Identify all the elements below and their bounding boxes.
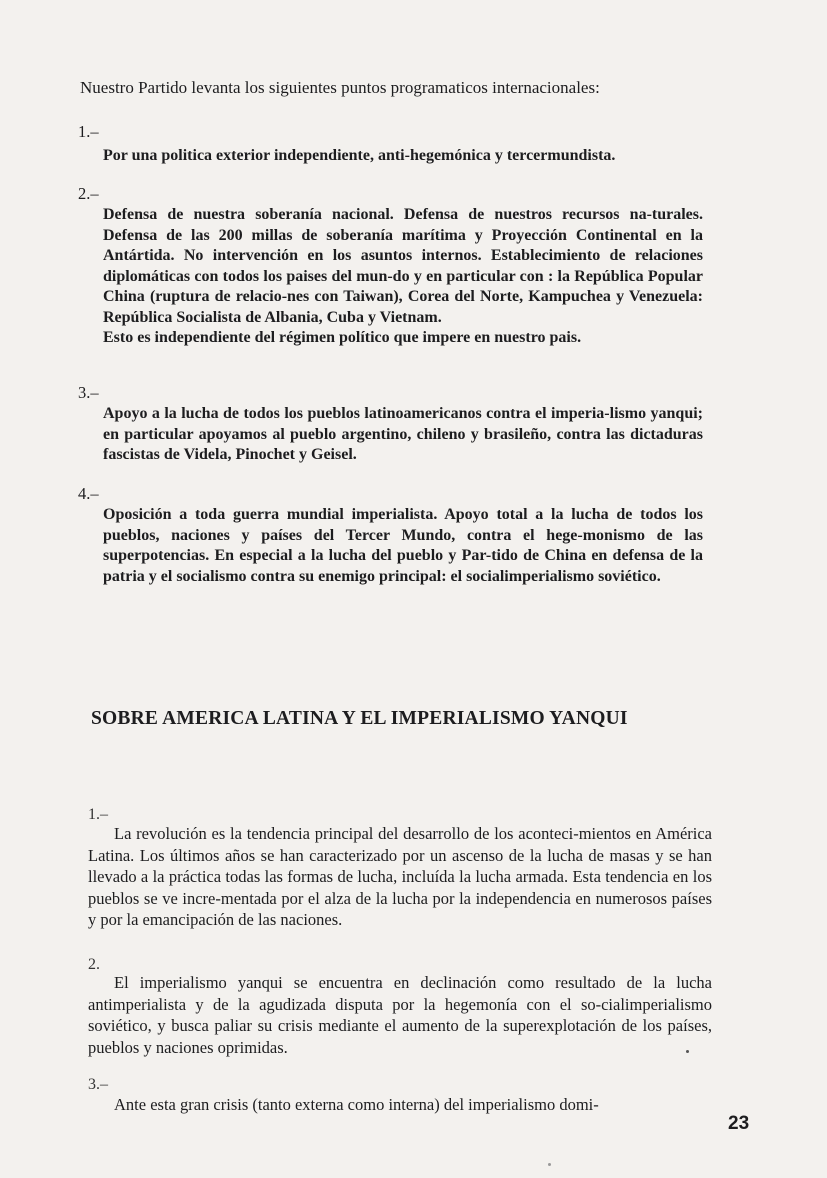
point-paragraph: Esto es independiente del régimen político que impere en nuestro pais. [103, 329, 582, 346]
point-paragraph: Defensa de nuestra soberanía nacional. Defensa de nuestros recursos na-turales. Defensa de las 200 millas de soberanía marítima y Proyección Continental en la Antártida. No intervención en los asuntos internos. Establecimiento de relaciones diplomáticas con todos los paises del mun-do y en particular con : la República Popular China (ruptura de relacio-nes con Taiwan), Corea del Norte, Kampuchea y Venezuela: República Socialista de Albania, Cuba y Vietnam. [103, 206, 703, 326]
section-paragraph: Ante esta gran crisis (tanto externa como interna) del imperialismo domi- [114, 1095, 599, 1114]
section-point-number: 1.– [88, 806, 108, 823]
section-point-text [88, 1094, 712, 1116]
point-paragraph: Apoyo a la lucha de todos los pueblos latinoamericanos contra el imperia-lismo yanqui; en particular apoyamos al pueblo argentino, chileno y brasileño, contra las dictaduras fascistas de Videla, Pinochet y Geisel. [103, 405, 703, 463]
ink-speck [548, 1163, 551, 1166]
point-number: 3.– [78, 383, 99, 402]
point-paragraph: Por una politica exterior independiente, anti-hegemónica y tercermundista. [103, 147, 616, 164]
point-number: 4.– [78, 484, 99, 503]
page-number: 23 [728, 1113, 750, 1134]
section-title: SOBRE AMERICA LATINA Y EL IMPERIALISMO YANQUI [91, 708, 628, 729]
ink-speck [686, 1050, 689, 1053]
section-paragraph: El imperialismo yanqui se encuentra en declinación como resultado de la lucha antimperialista y de la agudizada disputa por la hegemonía con el so-cialimperialismo soviético, y busca paliar su crisis mediante el aumento de la superexplotación de los países, pueblos y naciones oprimidas. [88, 973, 712, 1057]
section-point-text [88, 972, 712, 1058]
point-text [103, 505, 703, 587]
point-text [103, 205, 703, 349]
section-point-number: 3.– [88, 1076, 108, 1093]
section-point-text [88, 823, 712, 931]
section-point-number: 2. [88, 956, 100, 973]
point-text [103, 146, 703, 167]
point-paragraph: Oposición a toda guerra mundial imperialista. Apoyo total a la lucha de todos los pueblos, naciones y países del Tercer Mundo, contra el hege-monismo de las superpotencias. En especial a la lucha del pueblo y Par-tido de China en defensa de la patria y el socialismo contra su enemigo principal: el socialimperialismo soviético. [103, 506, 703, 585]
point-number: 1.– [78, 122, 99, 141]
point-number: 2.– [78, 184, 99, 203]
intro-paragraph: Nuestro Partido levanta los siguientes puntos programaticos internacionales: [80, 78, 600, 97]
section-paragraph: La revolución es la tendencia principal del desarrollo de los aconteci-mientos en América Latina. Los últimos años se han caracterizado por un ascenso de la lucha de masas y se han llevado a la práctica todas las formas de lucha, incluída la lucha armada. Esta tendencia en los pueblos se ve incre-mentada por el alza de la lucha por la independencia en numerosos países y por la emancipación de las naciones. [88, 824, 712, 929]
point-text [103, 404, 703, 466]
